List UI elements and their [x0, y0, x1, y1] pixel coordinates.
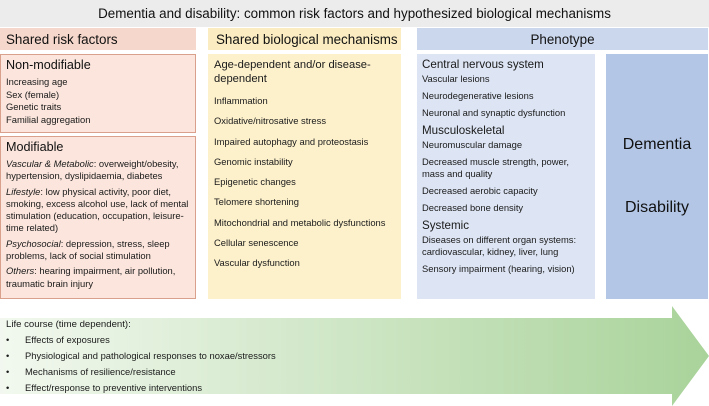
- column-header-mechanisms: Shared biological mechanisms: [208, 28, 401, 50]
- modifiable-group-vascular: Vascular & Metabolic: overweight/obesity, hypertension, dyslipidaemia, diabetes: [6, 158, 179, 182]
- mechanisms-box: [208, 54, 401, 299]
- outcome-dementia: Dementia: [622, 136, 692, 153]
- mechanism-item: Genomic instability: [214, 155, 293, 167]
- bullet-icon: •: [6, 334, 10, 345]
- modifiable-group-psychosocial: Psychosocial: depression, stress, sleep problems, lack of social stimulation: [6, 237, 170, 262]
- phenotype-item: Sensory impairment (hearing, vision): [422, 263, 575, 274]
- outcome-box: [606, 54, 708, 299]
- diagram-title: Dementia and disability: common risk factors and hypothesized biological mechanisms: [0, 0, 709, 27]
- life-course-item: • Effect/response to preventive interventions: [6, 382, 203, 393]
- column-header-phenotype: Phenotype: [417, 28, 708, 50]
- nonmodifiable-item: Familial aggregation: [6, 113, 91, 125]
- mechanism-item: Epigenetic changes: [214, 176, 296, 188]
- life-course-title: Life course (time dependent):: [6, 319, 131, 330]
- bullet-icon: •: [6, 366, 10, 377]
- life-course-item: • Mechanisms of resilience/resistance: [6, 366, 176, 377]
- phenotype-section-systemic: Systemic: [422, 219, 470, 232]
- phenotype-section-cns: Central nervous system: [422, 58, 544, 71]
- nonmodifiable-item: Sex (female): [6, 88, 60, 100]
- mechanism-item: Impaired autophagy and proteostasis: [214, 135, 369, 147]
- life-course-item: • Physiological and pathological responses to noxae/stressors: [6, 350, 276, 361]
- phenotype-item: Vascular lesions: [422, 73, 490, 84]
- phenotype-item: Decreased muscle strength, power, mass and quality: [422, 156, 569, 179]
- modifiable-title: Modifiable: [6, 140, 64, 154]
- life-course-item: • Effects of exposures: [6, 334, 110, 345]
- outcome-disability: Disability: [624, 199, 689, 216]
- mechanism-item: Mitochondrial and metabolic dysfunctions: [214, 216, 386, 228]
- nonmodifiable-item: Increasing age: [6, 76, 68, 87]
- phenotype-item: Decreased bone density: [422, 202, 524, 213]
- phenotype-item: Diseases on different organ systems: cardiovascular, kidney, liver, lung: [422, 234, 577, 257]
- phenotype-item: Neuronal and synaptic dysfunction: [422, 107, 566, 118]
- mechanism-item: Vascular dysfunction: [214, 257, 300, 269]
- nonmodifiable-title: Non-modifiable: [6, 58, 91, 72]
- bullet-icon: •: [6, 382, 10, 393]
- modifiable-group-lifestyle: Lifestyle: low physical activity, poor diet, smoking, excess alcohol use, lack of mental stimulation (education, occupation, leisure-time related): [6, 185, 189, 234]
- phenotype-box: [417, 54, 599, 299]
- nonmodifiable-item: Genetic traits: [6, 101, 62, 113]
- phenotype-section-musculoskeletal: Musculoskeletal: [422, 124, 505, 137]
- column-header-risk-factors: Shared risk factors: [0, 28, 196, 50]
- phenotype-item: Neuromuscular damage: [422, 139, 523, 150]
- mechanism-item: Oxidative/nitrosative stress: [214, 115, 327, 127]
- modifiable-risk-box: [0, 136, 196, 299]
- life-course-block: [0, 318, 660, 398]
- mechanism-item: Telomere shortening: [214, 196, 299, 208]
- phenotype-item: Decreased aerobic capacity: [422, 185, 538, 196]
- mechanisms-title: Age-dependent and/or disease-dependent: [214, 59, 371, 85]
- mechanism-item: Cellular senescence: [214, 237, 299, 249]
- bullet-icon: •: [6, 350, 10, 361]
- mechanism-item: Inflammation: [214, 95, 268, 106]
- nonmodifiable-risk-box: [0, 54, 196, 133]
- modifiable-group-others: Others: hearing impairment, air pollution, traumatic brain injury: [6, 265, 176, 289]
- phenotype-item: Neurodegenerative lesions: [422, 90, 534, 101]
